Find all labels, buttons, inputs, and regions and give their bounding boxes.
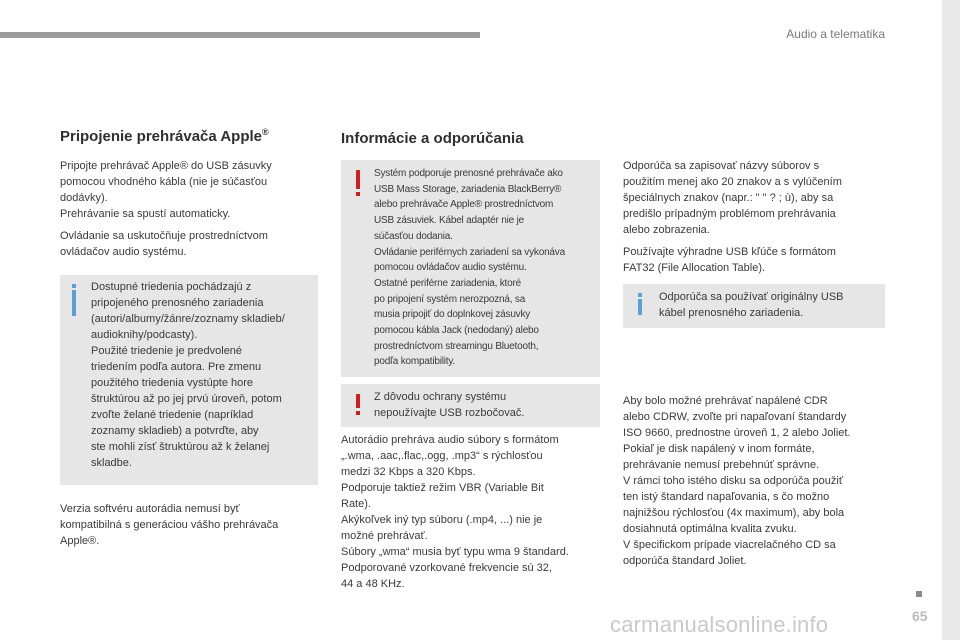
info-icon bbox=[72, 290, 76, 316]
warning-note-hub bbox=[341, 384, 600, 427]
page-side-margin bbox=[942, 0, 960, 640]
right-body: Aby bolo možné prehrávať napálené CDR alebo CDRW, zvoľte pri napaľovaní štandardy ISO 9660, prednostne úroveň 1, 2 alebo Joliet. Pokiaľ je disk napálený v inom formáte, prehrávanie nemusí prebehnúť správne. V rámci toho istého disku sa odporúča použiť ten istý štandard napaľovania, s čo možno najnižšou rýchlosťou (4x maximum), aby bola dosiahnutá optimálna kvalita zvuku. V špecifickom prípade viacrelačného CD sa odporúča štandard Joliet. bbox=[623, 395, 851, 567]
warning-note-text: Systém podporuje prenosné prehrávače ako USB Mass Storage, zariadenia BlackBerry® alebo prehrávače Apple® prostredníctvom USB zásuviek. Kábel adaptér nie je súčasťou dodania. Ovládanie periférnych zariadení sa vykonáva pomocou ovládačov audio systému. Ostatné periférne zariadenia, ktoré po pripojení systém nerozpozná, sa musia pripojiť do doplnkovej zásuvky pomocou kábla Jack (nedodaný) alebo prostredníctvom streamingu Bluetooth, podľa kompatibility. bbox=[374, 168, 565, 368]
right-intro bbox=[623, 158, 888, 282]
right-paragraph-1: Odporúča sa zapisovať názvy súborov s použitím menej ako 20 znakov a s vylúčením špeciálnych znakov (napr.: " " ? ; ù), aby sa predišlo prípadným problémom prehrávania alebo zobrazenia. bbox=[623, 160, 842, 236]
page-marker bbox=[916, 591, 922, 597]
warning-icon bbox=[356, 394, 360, 408]
left-heading: Pripojenie prehrávača Apple® bbox=[60, 127, 269, 145]
left-footer-text: Verzia softvéru autorádia nemusí byť kompatibilná s generáciou vášho prehrávača Apple®. bbox=[60, 503, 279, 547]
section-title: Audio a telematika bbox=[786, 27, 885, 41]
header-rule bbox=[0, 32, 480, 38]
right-paragraph-2: Používajte výhradne USB kľúče s formátom FAT32 (File Allocation Table). bbox=[623, 246, 836, 274]
middle-heading: Informácie a odporúčania bbox=[341, 130, 524, 147]
warning-icon bbox=[356, 170, 360, 189]
info-icon bbox=[638, 299, 642, 315]
warning-note-usb bbox=[341, 160, 600, 377]
left-paragraph-1: Pripojte prehrávač Apple® do USB zásuvky pomocou vhodného kábla (nie je súčasťou dodávky). Prehrávanie sa spustí automaticky. bbox=[60, 160, 272, 220]
warning-note-hub-text: Z dôvodu ochrany systému nepoužívajte USB rozbočovač. bbox=[374, 391, 525, 419]
info-note-cable-text: Odporúča sa používať originálny USB kábel prenosného zariadenia. bbox=[659, 291, 844, 319]
info-note-sorting bbox=[60, 275, 318, 485]
left-intro bbox=[60, 158, 310, 266]
watermark: carmanualsonline.info bbox=[610, 612, 829, 637]
left-paragraph-2: Ovládanie sa uskutočňuje prostredníctvom ovládačov audio systému. bbox=[60, 230, 268, 258]
middle-body: Autorádio prehráva audio súbory s formátom „.wma, .aac,.flac,.ogg, .mp3“ s rýchlosťou medzi 32 Kbps a 320 Kbps. Podporuje taktiež režim VBR (Variable Bit Rate). Akýkoľvek iný typ súboru (.mp4, ...) nie je možné prehrávať. Súbory „wma“ musia byť typu wma 9 štandard. Podporované vzorkované frekvencie sú 32, 44 a 48 KHz. bbox=[341, 434, 569, 590]
page-number: 65 bbox=[912, 608, 928, 624]
info-note-cable bbox=[623, 284, 885, 328]
info-note-text: Dostupné triedenia pochádzajú z pripojeného prenosného zariadenia (autori/albumy/žánre/zoznamy skladieb/ audioknihy/podcasty). Použité triedenie je predvolené triedením podľa autora. Pre zmenu použitého triedenia vystúpte hore štruktúrou až po jej prvú úroveň, potom zvoľte želané triedenie (napríklad zoznamy skladieb) a potvrďte, aby ste mohli zísť štruktúrou až k želanej skladbe. bbox=[91, 281, 285, 469]
